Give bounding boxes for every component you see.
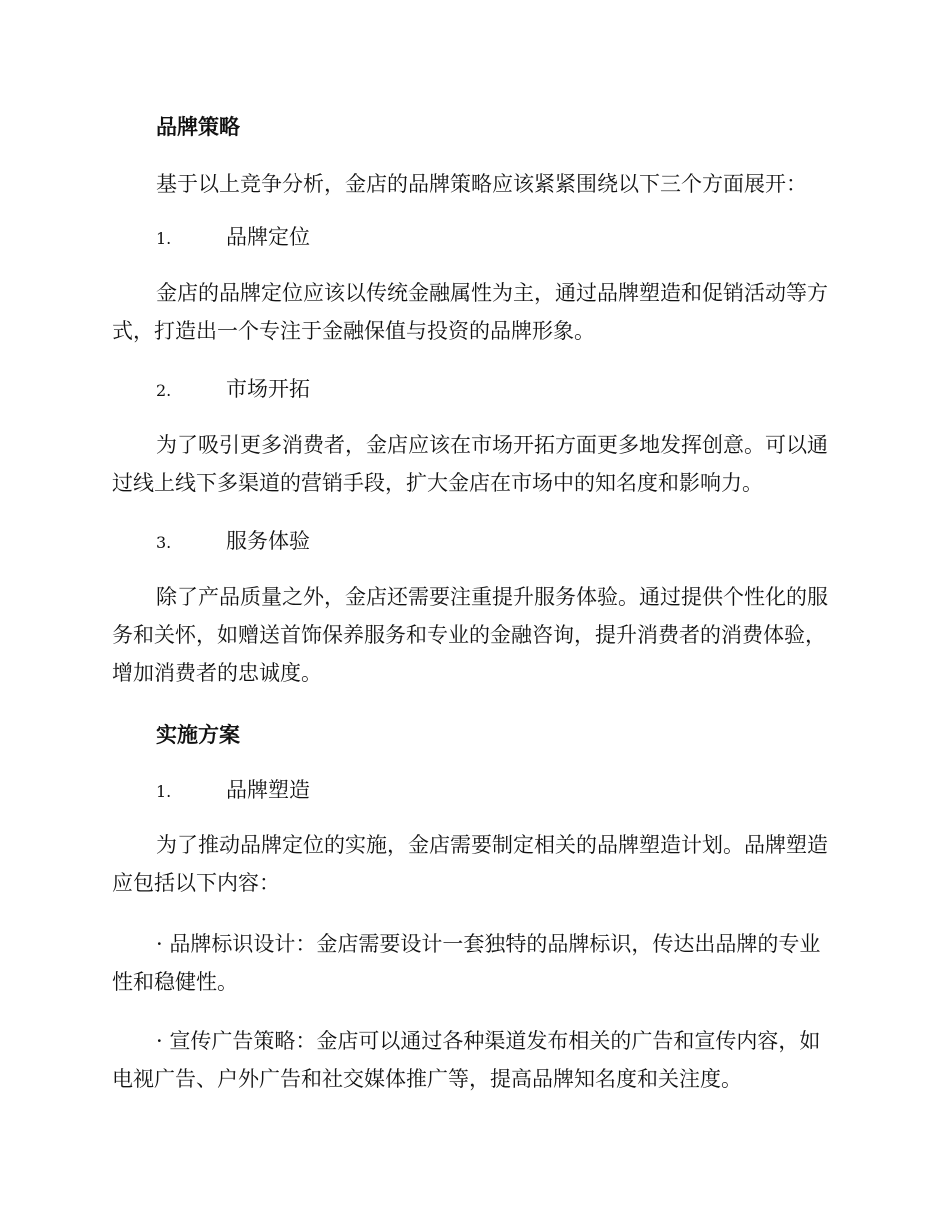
bullet-advertising-strategy: · 宣传广告策略：金店可以通过各种渠道发布相关的广告和宣传内容，如电视广告、户外广告和社交媒体推广等，提高品牌知名度和关注度。 xyxy=(112,1029,821,1091)
brand-positioning-paragraph: 金店的品牌定位应该以传统金融属性为主，通过品牌塑造和促销活动等方式，打造出一个专注于金融保值与投资的品牌形象。 xyxy=(112,281,828,343)
brand-strategy-intro: 基于以上竞争分析，金店的品牌策略应该紧紧围绕以下三个方面展开： xyxy=(156,172,807,196)
list-item-market-expansion xyxy=(156,374,310,406)
bullet-brand-identity-design: · 品牌标识设计：金店需要设计一套独特的品牌标识，传达出品牌的专业性和稳健性。 xyxy=(112,932,821,994)
market-expansion-paragraph: 为了吸引更多消费者，金店应该在市场开拓方面更多地发挥创意。可以通过线上线下多渠道的营销手段，扩大金店在市场中的知名度和影响力。 xyxy=(112,433,828,495)
brand-building-paragraph: 为了推动品牌定位的实施，金店需要制定相关的品牌塑造计划。品牌塑造应包括以下内容： xyxy=(112,833,828,895)
list-item-title: 市场开拓 xyxy=(226,377,310,401)
section-heading-brand-strategy: 品牌策略 xyxy=(156,115,240,139)
list-item-title: 品牌塑造 xyxy=(226,778,310,802)
list-item-number: 1. xyxy=(156,229,172,248)
list-item-number: 2. xyxy=(156,381,172,400)
service-experience-paragraph: 除了产品质量之外，金店还需要注重提升服务体验。通过提供个性化的服务和关怀，如赠送首饰保养服务和专业的金融咨询，提升消费者的消费体验，增加消费者的忠诚度。 xyxy=(112,585,828,685)
section-heading-implementation-plan: 实施方案 xyxy=(156,723,240,747)
list-item-service-experience xyxy=(156,526,310,558)
list-item-brand-building xyxy=(156,775,310,807)
list-item-number: 3. xyxy=(156,533,172,552)
list-item-title: 服务体验 xyxy=(226,529,310,553)
list-item-number: 1. xyxy=(156,782,172,801)
list-item-title: 品牌定位 xyxy=(226,225,310,249)
list-item-brand-positioning xyxy=(156,222,310,254)
